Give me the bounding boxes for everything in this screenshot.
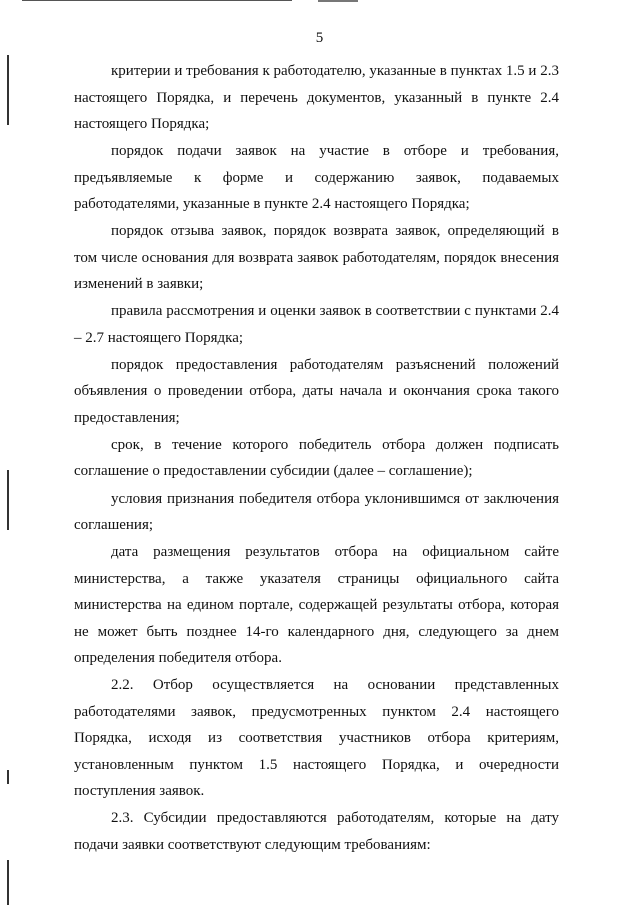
paragraph-review-rules: правила рассмотрения и оценки заявок в соответствии с пунктами 2.4 – 2.7 настоящего Порядка;	[74, 303, 559, 346]
paragraph-2-3-requirements: 2.3. Субсидии предоставляются работодателям, которые на дату подачи заявки соответствуют следующим требованиям:	[74, 810, 559, 853]
page-number: 5	[315, 30, 324, 46]
binding-margin-mark	[7, 770, 9, 784]
paragraph-criteria: критерии и требования к работодателю, указанные в пунктах 1.5 и 2.3 настоящего Порядка, и перечень документов, указанный в пункте 2.4 настоящего Порядка;	[74, 63, 559, 132]
top-edge-mark	[318, 0, 358, 2]
paragraph-results-publication: дата размещения результатов отбора на официальном сайте министерства, а также указателя страницы официального сайта министерства на едином портале, содержащей результаты отбора, которая не может быть позднее 14-го календарного дня, следующего за днем определения победителя отбора.	[74, 544, 559, 667]
paragraph-clarifications: порядок предоставления работодателям разъяснений положений объявления о проведении отбора, даты начала и окончания срока такого предоставления;	[74, 356, 559, 426]
paragraph-application-procedure: порядок подачи заявок на участие в отборе и требования, предъявляемые к форме и содержанию заявок, подаваемых работодателями, указанные в пункте 2.4 настоящего Порядка;	[74, 143, 559, 213]
document-body	[74, 58, 559, 859]
binding-margin-mark	[7, 860, 9, 905]
paragraph-application-withdrawal: порядок отзыва заявок, порядок возврата заявок, определяющий в том числе основания для возврата заявок работодателям, порядок внесения изменений в заявки;	[74, 223, 559, 293]
binding-margin-mark	[7, 470, 9, 530]
binding-margin-mark	[7, 55, 9, 125]
paragraph-signing-deadline: срок, в течение которого победитель отбора должен подписать соглашение о предоставлении субсидии (далее – соглашение);	[74, 436, 559, 480]
paragraph-evasion-conditions: условия признания победителя отбора уклонившимся от заключения соглашения;	[74, 490, 559, 534]
top-edge-rule	[22, 0, 292, 1]
paragraph-2-2-selection-basis: 2.2. Отбор осуществляется на основании представленных работодателями заявок, предусмотренных пунктом 2.4 настоящего Порядка, исходя из соответствия участников отбора критериям, установленным пунктом 1.5 настоящего Порядка, и очередности поступления заявок.	[74, 677, 559, 800]
